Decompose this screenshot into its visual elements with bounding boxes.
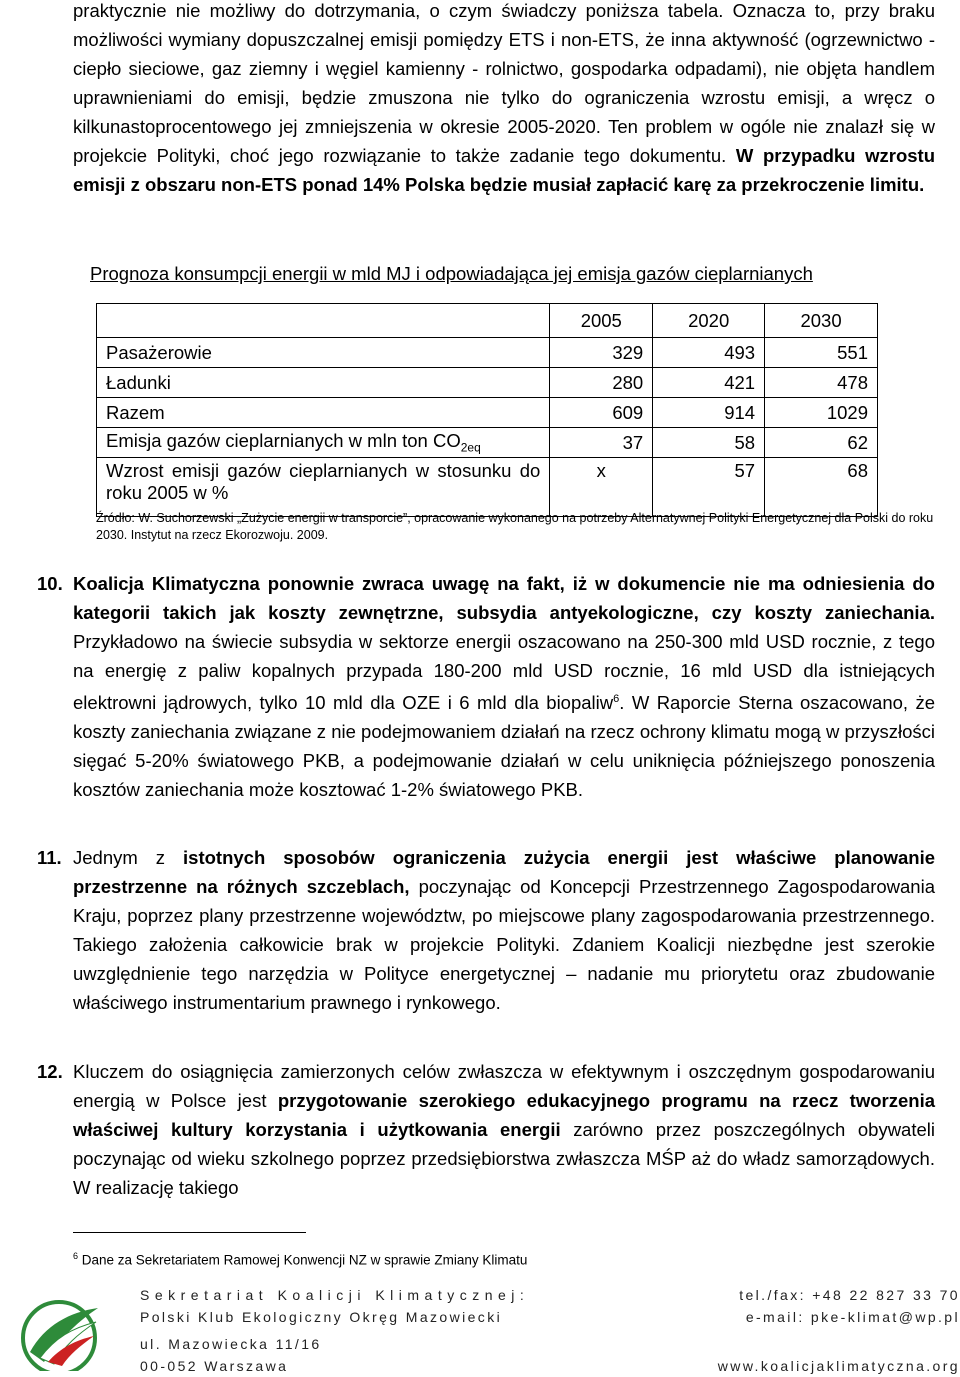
item-number: 10.: [37, 573, 63, 594]
footnote-mark: 6: [73, 1251, 79, 1261]
cell-value: 421: [653, 368, 765, 398]
cell-value: 68: [765, 458, 878, 517]
item-text: zarówno przez poszczególnych obywateli poczynając od wieku szkolnego poprzez przedsiębiorstwa zwłaszcza MŚP aż do władz samorządowych. W realizację takiego: [73, 1119, 935, 1198]
footer-tel: tel./fax: +48 22 827 33 70: [739, 1287, 960, 1303]
table-header-row: [97, 304, 878, 338]
numbered-item-11: [37, 843, 936, 1017]
table-header-year: 2020: [653, 304, 765, 338]
cell-value: 62: [765, 428, 878, 458]
footer-row: [140, 1333, 960, 1355]
table-row: [97, 398, 878, 428]
cell-value: 1029: [765, 398, 878, 428]
cell-value: 329: [550, 338, 653, 368]
pke-logo-icon: [0, 1290, 118, 1371]
row-label: [97, 428, 550, 458]
item-text: Przykładowo na świecie subsydia w sektorze energii oszacowano na 250-300 mld USD rocznie, z tego na energię z paliw kopalnych przypada 180-200 mld USD rocznie, 16 mld USD dla istniejących elektrowni jądrowych, tylko 10 mld dla OZE i 6 mld dla biopaliw: [73, 631, 935, 714]
table-source-note: Źródło: W. Suchorzewski „Zużycie energii w transporcie”, opracowanie wykonanego na potrzeby Alternatywnej Polityki Energetycznej dla Polski do roku 2030. Instytut na rzecz Ekorozwoju. 2009.: [96, 511, 934, 542]
footer-street: ul. Mazowiecka 11/16: [140, 1336, 322, 1352]
cell-value: 478: [765, 368, 878, 398]
numbered-item-10: [37, 569, 935, 804]
cell-value: 280: [550, 368, 653, 398]
item-paragraph: [73, 1057, 935, 1202]
row-label: Pasażerowie: [97, 338, 550, 368]
item-number: 12.: [37, 1061, 63, 1082]
cell-value: 493: [653, 338, 765, 368]
footer-club: Polski Klub Ekologiczny Okręg Mazowiecki: [140, 1309, 503, 1325]
footer-org: Sekretariat Koalicji Klimatycznej:: [140, 1287, 530, 1303]
footnote-text: Dane za Sekretariatem Ramowej Konwencji NZ w sprawie Zmiany Klimatu: [78, 1252, 528, 1268]
numbered-item-12: [37, 1057, 935, 1202]
cell-value: 551: [765, 338, 878, 368]
cell-value: 58: [653, 428, 765, 458]
item-bold-text: istotnych sposobów ograniczenia zużycia energii jest właściwe planowanie przestrzenne na różnych szczeblach,: [73, 847, 936, 897]
item-number: 11.: [37, 847, 62, 868]
footer-row: [140, 1306, 960, 1328]
footer-email[interactable]: e-mail: pke-klimat@wp.pl: [745, 1309, 960, 1325]
intro-bold-text: W przypadku wzrostu emisji z obszaru non-ETS ponad 14% Polska będzie musiał zapłacić karę za przekroczenie limitu.: [73, 145, 935, 195]
table-row: [97, 338, 878, 368]
footer-website-link[interactable]: www.koalicjaklimatyczna.org: [717, 1358, 960, 1374]
item-paragraph: [73, 569, 935, 804]
item-text: Kluczem do osiągnięcia zamierzonych celów zwłaszcza w efektywnym i oszczędnym gospodarowaniu energią w Polsce jest: [73, 1061, 935, 1111]
table-row: [97, 368, 878, 398]
table-row: [97, 458, 878, 517]
footnote-divider: [73, 1232, 306, 1233]
table-header-year: 2030: [765, 304, 878, 338]
item-text: poczynając od Koncepcji Przestrzennego Zagospodarowania Kraju, poprzez plany przestrzenne województw, po miejscowe plany zagospodarowania przestrzennego. Takiego założenia całkowicie brak w projekcie Polityki. Zdaniem Koalicji niezbędne jest szerokie uwzględnienie tego narzędzia w Polityce energetycznej – nadanie mu priorytetu oraz zbudowanie właściwego instrumentarium prawnego i rynkowego.: [73, 876, 935, 1013]
footer-row: [140, 1355, 960, 1377]
cell-value: 37: [550, 428, 653, 458]
item-text: . W Raporcie Sterna oszacowano, że koszty zaniechania związane z nie podejmowaniem działań na rzecz ochrony klimatu mogą w przyszłości sięgać 5-20% światowego PKB, a podejmowanie działań w celu uniknięcia późniejszego ponoszenia kosztów zaniechania może kosztować 1-2% światowego PKB.: [73, 692, 935, 801]
row-label: Ładunki: [97, 368, 550, 398]
energy-table: [96, 303, 878, 517]
cell-value: 609: [550, 398, 653, 428]
row-label-text: Emisja gazów cieplarnianych w mln ton CO: [106, 430, 461, 452]
row-label-subscript: 2eq: [460, 440, 481, 455]
footer-city: 00-052 Warszawa: [140, 1358, 289, 1374]
cell-value: x: [550, 458, 653, 517]
item-text: Jednym z: [73, 847, 184, 868]
page-footer: [140, 1284, 960, 1377]
table-header-empty: [97, 304, 550, 338]
table-title: Prognoza konsumpcji energii w mld MJ i odpowiadająca jej emisja gazów cieplarnianych: [90, 263, 813, 284]
table-header-year: 2005: [550, 304, 653, 338]
intro-paragraph: [73, 0, 935, 199]
row-label: Wzrost emisji gazów cieplarnianych w stosunku do roku 2005 w %: [97, 458, 550, 517]
footnote-reference[interactable]: 6: [613, 693, 620, 705]
item-paragraph: [73, 843, 935, 1017]
item-bold-text: przygotowanie szerokiego edukacyjnego programu na rzecz tworzenia właściwej kultury korzystania i użytkowania energii: [73, 1090, 935, 1140]
table-row: [97, 428, 878, 458]
cell-value: 57: [653, 458, 765, 517]
item-bold-text: Koalicja Klimatyczna ponownie zwraca uwagę na fakt, iż w dokumencie nie ma odniesienia do kategorii takich jak koszty zewnętrzne, subsydia antyekologiczne, czy koszty zaniechania.: [73, 573, 935, 623]
footnote: [73, 1251, 527, 1268]
row-label: Razem: [97, 398, 550, 428]
cell-value: 914: [653, 398, 765, 428]
intro-text: praktycznie nie możliwy do dotrzymania, o czym świadczy poniższa tabela. Oznacza to, przy braku możliwości wymiany dopuszczalnej emisji pomiędzy ETS i non-ETS, że inna aktywność (ogrzewnictwo - ciepło sieciowe, gaz ziemny i węgiel kamienny - rolnictwo, gospodarka odpadami), nie objęta handlem uprawnieniami do emisji, będzie zmuszona nie tylko do ograniczenia wzrostu emisji, a wręcz o kilkunastoprocentowego jej zmniejszenia w okresie 2005-2020. Ten problem w ogóle nie znalazł się w projekcie Polityki, choć jego rozwiązanie to także zadanie tego dokumentu.: [73, 0, 935, 166]
footer-row: [140, 1284, 960, 1306]
